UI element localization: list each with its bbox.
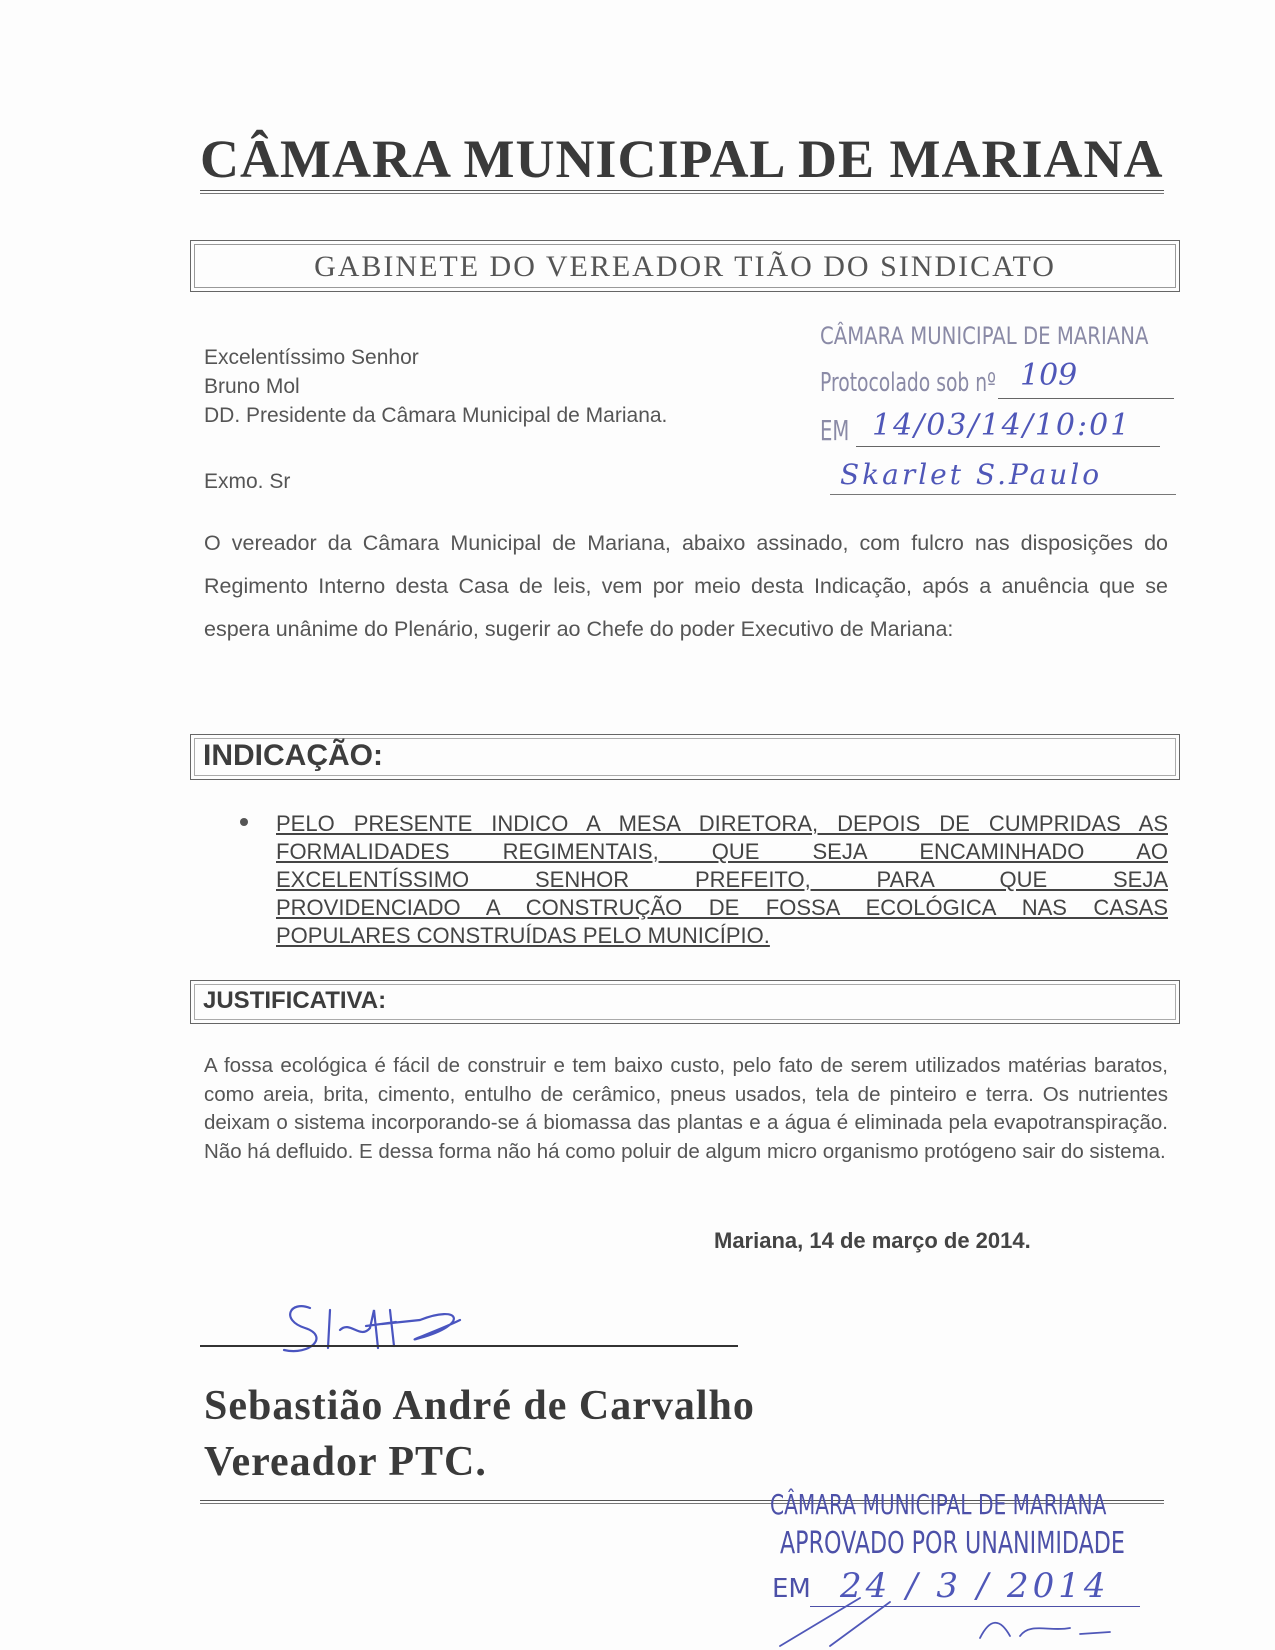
title-underline <box>200 190 1164 194</box>
justificativa-heading: JUSTIFICATIVA: <box>203 987 387 1014</box>
indicacao-line: EXCELENTÍSSIMO SENHOR PREFEITO, PARA QUE SEJA <box>276 867 1168 892</box>
protocol-datetime: 14/03/14/10:01 <box>872 408 1132 443</box>
protocol-stamp-header: CÂMARA MUNICIPAL DE MARIANA <box>820 322 1149 350</box>
protocol-date-line <box>856 446 1160 447</box>
indicacao-line: FORMALIDADES REGIMENTAIS, QUE SEJA ENCAMINHADO AO <box>276 839 1168 864</box>
protocol-em-label: EM <box>820 414 850 447</box>
date-line: Mariana, 14 de março de 2014. <box>714 1228 1031 1253</box>
addressee-line-1: Excelentíssimo Senhor <box>204 346 419 369</box>
addressee-line-2: Bruno Mol <box>204 375 300 398</box>
addressee-line-3: DD. Presidente da Câmara Municipal de Mariana. <box>204 404 668 427</box>
indicacao-text <box>276 810 1168 950</box>
signature-line <box>200 1345 738 1347</box>
indicacao-heading-box <box>190 734 1180 780</box>
approval-stamp-line-1: CÂMARA MUNICIPAL DE MARIANA <box>770 1488 1107 1521</box>
justificativa-heading-box <box>190 980 1180 1024</box>
signatory-role: Vereador PTC. <box>204 1439 487 1485</box>
protocol-signature: Skarlet S.Paulo <box>840 458 1103 491</box>
approval-stamp <box>770 1488 1160 1648</box>
indicacao-line: POPULARES CONSTRUÍDAS PELO MUNICÍPIO. <box>276 923 770 948</box>
approval-stamp-line-2: APROVADO POR UNANIMIDADE <box>780 1526 1125 1561</box>
approval-signature-scribble <box>770 1588 1150 1648</box>
signatory-name: Sebastião André de Carvalho <box>204 1383 755 1429</box>
indicacao-line: PELO PRESENTE INDICO A MESA DIRETORA, DEPOIS DE CUMPRIDAS AS <box>276 811 1168 836</box>
document-title: CÂMARA MUNICIPAL DE MARIANA <box>200 129 1164 189</box>
protocol-signature-line <box>830 494 1176 495</box>
protocol-number: 109 <box>1020 358 1078 393</box>
addressee-block <box>204 343 667 430</box>
bullet-icon <box>240 818 248 826</box>
indicacao-line: PROVIDENCIADO A CONSTRUÇÃO DE FOSSA ECOLÓGICA NAS CASAS <box>276 895 1168 920</box>
gabinete-header: GABINETE DO VEREADOR TIÃO DO SINDICATO <box>190 240 1180 292</box>
protocol-label: Protocolado sob nº <box>820 368 996 398</box>
approval-date: 24 / 3 / 2014 <box>840 1566 1110 1606</box>
signature-scribble <box>270 1290 480 1360</box>
justificativa-paragraph: A fossa ecológica é fácil de construir e tem baixo custo, pelo fato de serem utilizados matérias baratos, como areia, brita, cimento, entulho de cerâmico, pneus usados, tela de pinteiro e terra. Os nutrientes deixam o sistema incorporando-se á biomassa das plantas e a água é eliminada pela evapotranspiração. Não há defluido. E dessa forma não há como poluir de algum micro organismo protógeno sair do sistema. <box>204 1054 1168 1163</box>
approval-em-label: EM <box>772 1574 811 1604</box>
protocol-number-line <box>998 398 1174 399</box>
intro-paragraph: O vereador da Câmara Municipal de Mariana, abaixo assinado, com fulcro nas disposições do Regimento Interno desta Casa de leis, vem por meio desta Indicação, após a anuência que se espera unânime do Plenário, sugerir ao Chefe do poder Executivo de Mariana: <box>204 531 1168 641</box>
protocol-stamp <box>820 322 1180 502</box>
indicacao-heading: INDICAÇÃO: <box>203 739 383 772</box>
salutation: Exmo. Sr <box>204 470 291 493</box>
